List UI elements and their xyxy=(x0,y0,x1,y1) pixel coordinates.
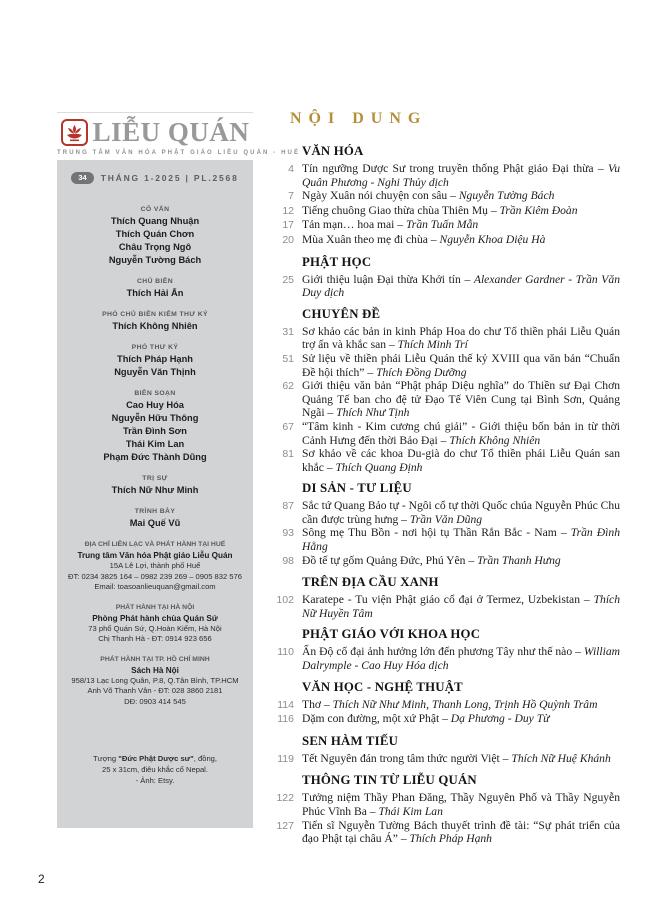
contact-detail-line: Anh Võ Thanh Vân - ĐT: 028 3860 2181 xyxy=(87,686,223,695)
toc-entry-text xyxy=(302,325,620,352)
toc-entry-text xyxy=(302,352,620,379)
toc-entry-title: Tết Nguyên đán trong tâm thức người Việt – xyxy=(302,751,512,765)
toc-entry-page-number: 62 xyxy=(282,380,294,393)
credit-role-label: TRÌNH BÀY xyxy=(134,508,176,515)
credit-person-name: Phạm Đức Thành Dũng xyxy=(103,452,207,462)
cover-image-caption xyxy=(57,753,253,786)
toc-entry-text xyxy=(302,712,620,726)
toc-entry-page-number: 4 xyxy=(288,163,294,175)
contact-detail-line: Email: toasoanlieuquan@gmail.com xyxy=(94,582,216,591)
credit-person-name: Thích Pháp Hạnh xyxy=(117,354,193,364)
toc-entry xyxy=(268,325,620,352)
contact-detail-line: 73 phố Quán Sứ, Q.Hoàn Kiếm, Hà Nội xyxy=(88,623,222,633)
contact-heading: ĐỊA CHỈ LIÊN LẠC VÀ PHÁT HÀNH TẠI HUẾ xyxy=(84,541,226,548)
sidebar-info-panel xyxy=(57,160,253,828)
toc-entry-author: Thích Nữ Như Minh, Thanh Long, Trịnh Hồ Quỳnh Trâm xyxy=(332,697,598,711)
toc-entry-author: Trần Đình Hằng xyxy=(302,526,620,554)
toc-entry-title: Sơ khảo các bản in kinh Pháp Hoa do chư Tổ thiền phái Liễu Quán trợ ấn và khắc san – xyxy=(302,324,620,352)
credit-person-name: Thích Nữ Như Minh xyxy=(111,485,199,495)
contact-org-name: Trung tâm Văn hóa Phật giáo Liễu Quán xyxy=(77,551,233,560)
contact-org-name: Phòng Phát hành chùa Quán Sứ xyxy=(92,613,218,623)
toc-entry xyxy=(268,698,620,713)
toc-entry-page-number: 17 xyxy=(282,219,294,232)
credit-role-label: BIÊN SOẠN xyxy=(134,390,176,397)
toc-entry-text xyxy=(302,819,620,846)
toc-sections xyxy=(268,144,620,846)
toc-entry xyxy=(268,499,620,526)
contact-group xyxy=(57,656,253,708)
toc-section-title: TRÊN ĐỊA CẦU XANH xyxy=(302,575,439,590)
toc-entry-text xyxy=(302,218,620,232)
contact-detail-line: ĐT: 0234 3825 164 – 0982 239 269 – 0905 832 576 xyxy=(68,571,242,581)
contact-detail-line: 15A Lê Lợi, thành phố Huế xyxy=(109,561,201,570)
toc-entry-author: Thích Quang Định xyxy=(335,460,423,474)
credit-role-label: PHÓ THƯ KÝ xyxy=(131,344,179,351)
toc-entry-text xyxy=(302,233,620,247)
toc-entry-author: Trần Tuấn Mẫn xyxy=(406,218,479,232)
credit-person-name: Thích Không Nhiên xyxy=(112,321,198,331)
toc-entry-text xyxy=(302,752,620,766)
caption-line-3: - Ảnh: Etsy. xyxy=(135,776,175,785)
toc-entry-author: Nguyễn Khoa Diệu Hà xyxy=(439,232,546,246)
toc-entry xyxy=(268,204,620,219)
caption-line-2: 25 x 31cm, điêu khắc cổ Nepal. xyxy=(102,765,208,774)
toc-entry-page-number: 81 xyxy=(282,448,294,461)
toc-entry xyxy=(268,233,620,248)
issue-number-badge: 34 xyxy=(71,172,93,184)
contents-heading: NỘI DUNG xyxy=(290,110,428,127)
toc-entry-title: Ngày Xuân nói chuyện con sâu – xyxy=(302,189,459,203)
toc-entry-title: Giới thiệu văn bản “Phật pháp Diệu nghĩa” do Thiền sư Đại Chơn Quảng Tế ban cho đệ tử Đạo Tế Viên Cung tại Bình Sơn, Quảng Ngãi – xyxy=(302,379,620,420)
toc-section-title: VĂN HÓA xyxy=(302,144,364,158)
toc-entry xyxy=(268,447,620,474)
toc-entry-title: Sắc tứ Quang Bảo tự - Ngôi cổ tự thời Quốc chúa Nguyễn Phúc Chu cần được trùng hưng – xyxy=(302,499,620,526)
toc-entry-text xyxy=(302,526,620,553)
toc-entry-page-number: 12 xyxy=(282,204,294,217)
toc-entry xyxy=(268,593,620,620)
credit-person-name: Nguyễn Văn Thịnh xyxy=(114,367,196,377)
toc-entry-title: Tín ngưỡng Dược Sư trong truyền thống Phật giáo Đại thừa – xyxy=(302,162,608,175)
credit-role-label: TRỊ SỰ xyxy=(142,475,168,482)
toc-entry-author: Thích Pháp Hạnh xyxy=(409,832,492,846)
toc-entry-author: Nguyễn Tường Bách xyxy=(458,189,555,203)
toc-section-title: PHẬT HỌC xyxy=(302,254,372,269)
toc-section-title: VĂN HỌC - NGHỆ THUẬT xyxy=(302,679,463,694)
toc-entry-page-number: 114 xyxy=(277,698,294,711)
toc-entry xyxy=(268,189,620,204)
toc-entry xyxy=(268,819,620,846)
toc-entry xyxy=(268,791,620,818)
toc-entry-author: Trần Thanh Hưng xyxy=(477,553,561,567)
credit-person-name: Trần Đình Sơn xyxy=(123,426,187,436)
toc-entry-text xyxy=(302,698,620,712)
toc-entry xyxy=(268,273,620,300)
credit-person-name: Châu Trọng Ngô xyxy=(118,242,192,252)
lotus-seal-icon xyxy=(61,119,88,146)
toc-entry-author: Thích Nữ Huyền Tâm xyxy=(302,593,620,620)
contact-heading: PHÁT HÀNH TẠI HÀ NỘI xyxy=(115,603,195,611)
toc-section-title: PHẬT GIÁO VỚI KHOA HỌC xyxy=(302,627,481,642)
toc-entry-author: Thích Không Nhiên xyxy=(449,433,541,447)
credit-person-name: Mai Quế Vũ xyxy=(129,518,181,528)
toc-entry-author: Thích Như Tịnh xyxy=(336,406,410,420)
contact-group xyxy=(57,541,253,593)
toc-entry-author: Vu Quân Phương - Nghi Thủy dịch xyxy=(302,162,620,189)
credit-group xyxy=(57,206,253,267)
toc-entry-title: Giới thiệu luận Đại thừa Khởi tín – xyxy=(302,272,474,286)
contact-org-name: Sách Hà Nội xyxy=(131,665,179,675)
credit-person-name: Thích Quang Nhuận xyxy=(110,216,200,226)
toc-entry xyxy=(268,526,620,553)
toc-entry-title: “Tâm kinh - Kim cương chú giải” - Giới thiệu bốn bản in từ thời Cảnh Hưng đến thời Bảo Đại – xyxy=(302,419,620,447)
toc-entry xyxy=(268,379,620,420)
toc-entry-page-number: 93 xyxy=(282,527,294,540)
credit-group xyxy=(57,475,253,497)
credit-person-name: Thái Kim Lan xyxy=(125,439,185,449)
toc-entry-page-number: 25 xyxy=(282,273,294,286)
table-of-contents xyxy=(268,110,620,846)
toc-entry-title: Thơ – xyxy=(302,697,333,711)
toc-entry-author: Thích Minh Trí xyxy=(397,338,468,352)
toc-entry xyxy=(268,162,620,189)
masthead xyxy=(57,112,301,156)
toc-entry-page-number: 119 xyxy=(277,752,294,765)
toc-entry xyxy=(268,420,620,447)
toc-entry-author: William Dalrymple - Cao Huy Hóa dịch xyxy=(302,645,620,673)
toc-section-title: CHUYÊN ĐỀ xyxy=(302,306,381,321)
toc-entry-page-number: 87 xyxy=(282,500,294,513)
credit-group xyxy=(57,311,253,333)
magazine-subtitle: TRUNG TÂM VĂN HÓA PHẬT GIÁO LIỄU QUÁN - HUẾ xyxy=(57,150,301,156)
toc-entry-text xyxy=(302,791,620,818)
toc-entry xyxy=(268,645,620,672)
credit-person-name: Thích Hải Ấn xyxy=(126,288,184,298)
toc-entry-text xyxy=(302,189,620,203)
credit-group xyxy=(57,278,253,300)
toc-entry-page-number: 102 xyxy=(276,594,294,607)
toc-entry-title: Karatepe - Tu viện Phật giáo cổ đại ở Termez, Uzbekistan – xyxy=(302,593,594,607)
credit-role-label: PHÓ CHỦ BIÊN KIÊM THƯ KÝ xyxy=(102,311,208,318)
contact-group xyxy=(57,604,253,645)
caption-line-1: Tượng "Đức Phật Dược sư", đồng, xyxy=(92,754,218,763)
toc-section-title: THÔNG TIN TỪ LIỄU QUÁN xyxy=(302,773,477,788)
credit-person-name: Nguyễn Tường Bách xyxy=(108,255,202,265)
contact-detail-line: DĐ: 0903 414 545 xyxy=(124,696,186,706)
credit-group xyxy=(57,508,253,530)
toc-entry-author: Trần Văn Dũng xyxy=(409,512,483,526)
toc-entry xyxy=(268,352,620,379)
issue-date: THÁNG 1-2025 | PL.2568 xyxy=(100,173,239,183)
toc-entry-text xyxy=(302,447,620,474)
toc-entry-author: Thích Đồng Dưỡng xyxy=(376,365,467,379)
toc-entry-title: Tưởng niệm Thầy Phan Đăng, Thầy Nguyên Phố và Thầy Nguyễn Phúc Vĩnh Ba – xyxy=(302,791,620,818)
toc-section-title: SEN HÀM TIẾU xyxy=(302,733,399,748)
toc-entry-page-number: 127 xyxy=(276,819,294,832)
toc-entry-page-number: 7 xyxy=(288,190,294,203)
toc-entry-title: Sông mẹ Thu Bồn - nơi hội tụ Thần Rắn Bắc - Nam – xyxy=(302,526,571,540)
toc-section-title: DI SẢN - TƯ LIỆU xyxy=(302,481,412,496)
toc-entry-page-number: 31 xyxy=(282,325,294,338)
issue-row xyxy=(57,172,253,184)
toc-entry-title: Mùa Xuân theo mẹ đi chùa – xyxy=(302,232,440,246)
toc-entry-title: Tiến sĩ Nguyễn Tường Bách thuyết trình đề tài: “Sự phát triển của đạo Phật tại châu Á” – xyxy=(302,818,620,846)
toc-entry xyxy=(268,554,620,569)
credits-list xyxy=(57,206,253,530)
contact-detail-line: 958/13 Lạc Long Quân, P.8, Q.Tân Bình, TP.HCM xyxy=(71,675,239,685)
toc-entry-page-number: 122 xyxy=(276,792,294,805)
contacts-list xyxy=(57,541,253,707)
contact-detail-line: Chị Thanh Hà - ĐT: 0914 923 656 xyxy=(98,634,212,643)
toc-entry-title: Đồ tế tự gốm Quảng Đức, Phú Yên – xyxy=(302,553,478,567)
toc-entry-page-number: 20 xyxy=(282,233,294,246)
toc-entry-text xyxy=(302,420,620,447)
contact-heading: PHÁT HÀNH TẠI TP. HỒ CHÍ MINH xyxy=(100,655,210,663)
magazine-logo xyxy=(57,119,253,146)
credit-group xyxy=(57,344,253,379)
toc-entry-author: Trần Kiêm Đoàn xyxy=(499,203,578,217)
toc-entry-title: Tiếng chuông Giao thừa chùa Thiên Mụ – xyxy=(302,203,500,217)
credit-person-name: Cao Huy Hóa xyxy=(126,400,184,410)
toc-entry-text xyxy=(302,645,620,672)
toc-entry-author: Thích Nữ Huệ Khánh xyxy=(511,751,611,765)
toc-entry-page-number: 116 xyxy=(277,713,294,726)
credit-role-label: CỐ VẤN xyxy=(140,206,170,213)
toc-entry xyxy=(268,712,620,727)
toc-entry-title: Dặm con đường, một xứ Phật – xyxy=(302,712,451,726)
credit-person-name: Thích Quán Chơn xyxy=(115,229,195,239)
toc-entry-author: Dạ Phương - Duy Từ xyxy=(450,712,550,726)
magazine-title: LIỄU QUÁN xyxy=(92,117,250,147)
toc-entry-text xyxy=(302,379,620,420)
toc-entry-text xyxy=(302,554,620,568)
toc-entry-page-number: 67 xyxy=(282,420,294,433)
toc-entry-page-number: 98 xyxy=(282,554,294,567)
toc-entry-page-number: 110 xyxy=(277,646,294,659)
toc-entry-title: Sơ khảo về các khoa Du-già do chư Tổ thiền phái Liễu Quán san khắc – xyxy=(302,447,620,474)
credit-person-name: Nguyễn Hữu Thông xyxy=(111,413,199,423)
toc-entry-author: Thái Kim Lan xyxy=(378,805,443,818)
toc-entry xyxy=(268,218,620,233)
page-number: 2 xyxy=(38,872,45,886)
toc-entry-page-number: 51 xyxy=(282,352,294,365)
toc-entry-text xyxy=(302,273,620,300)
toc-entry-text xyxy=(302,499,620,526)
toc-entry-title: Ấn Độ cổ đại ảnh hưởng lớn đến phương Tây như thế nào – xyxy=(302,645,584,659)
toc-entry-title: Sử liệu về thiền phái Liễu Quán thế kỷ XVIII qua văn bản “Chuẩn Đề hội thích” – xyxy=(302,351,620,379)
toc-entry xyxy=(268,752,620,767)
toc-entry-text xyxy=(302,593,620,620)
credit-role-label: CHỦ BIÊN xyxy=(136,278,174,285)
credit-group xyxy=(57,390,253,464)
toc-entry-text xyxy=(302,204,620,218)
toc-entry-title: Tản mạn… hoa mai – xyxy=(302,218,406,232)
toc-entry-author: Alexander Gardner - Trần Văn Duy dịch xyxy=(302,272,620,300)
toc-entry-text xyxy=(302,162,620,189)
